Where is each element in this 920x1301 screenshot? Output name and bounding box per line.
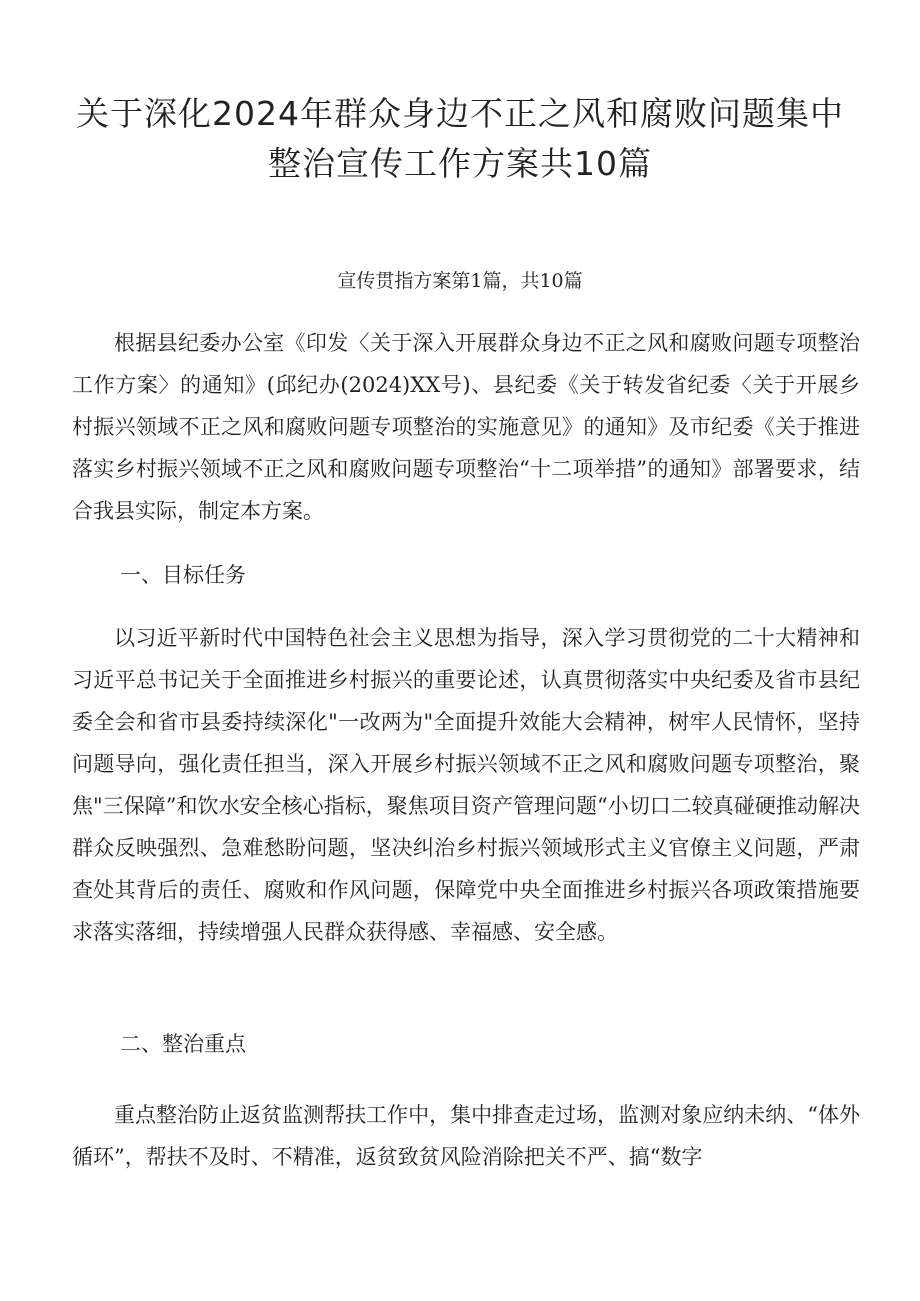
document-subtitle: 宣传贯指方案第1篇，共10篇 [337, 270, 583, 292]
intro-paragraph: 根据县纪委办公室《印发〈关于深入开展群众身边不正之风和腐败问题专项整治工作方案〉的通知》(邱纪办(2024)XX号)、县纪委《关于转发省纪委〈关于开展乡村振兴领域不正之风和腐败问题专项整治的实施意见》的通知》及市纪委《关于推进落实乡村振兴领域不正之风和腐败问题专项整治“十二项举措”的通知》部署要求，结合我县实际，制定本方案。 [72, 331, 860, 523]
section-1-paragraph: 以习近平新时代中国特色社会主义思想为指导，深入学习贯彻党的二十大精神和习近平总书记关于全面推进乡村振兴的重要论述，认真贯彻落实中央纪委及省市县纪委全会和省市县委持续深化"一改两为"全面提升效能大会精神，树牢人民情怀，坚持问题导向，强化责任担当，深入开展乡村振兴领域不正之风和腐败问题专项整治，聚焦"三保障”和饮水安全核心指标，聚焦项目资产管理问题“小切口二较真碰硬推动解决群众反映强烈、急难愁盼问题，坚决纠治乡村振兴领域形式主义官僚主义问题，严肃查处其背后的责任、腐败和作风问题，保障党中央全面推进乡村振兴各项政策措施要求落实落细，持续增强人民群众获得感、幸福感、安全感。 [72, 626, 860, 944]
section-2-paragraph: 重点整治防止返贫监测帮扶工作中，集中排查走过场，监测对象应纳未纳、“体外循环”，帮扶不及时、不精准，返贫致贫风险消除把关不严、搞“数字 [72, 1103, 860, 1169]
document-title-line-1: 关于深化2024年群众身边不正之风和腐败问题集中 [76, 94, 844, 133]
section-2-heading: 二、整治重点 [120, 1032, 246, 1056]
section-1-heading: 一、目标任务 [120, 563, 246, 587]
document-title-line-2: 整治宣传工作方案共10篇 [268, 144, 652, 183]
